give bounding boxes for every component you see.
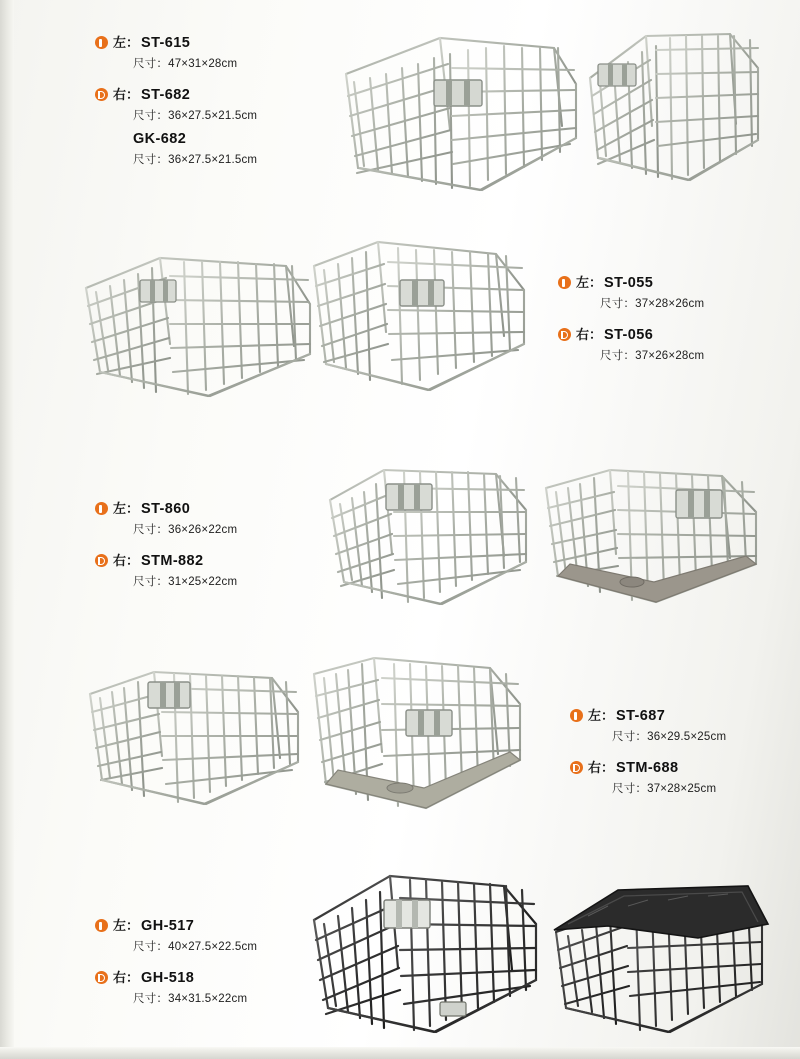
photo-basket-st-687: [80, 660, 306, 816]
side-label-right: 右：: [113, 970, 140, 985]
model-name: ST-615: [141, 35, 191, 51]
caption-row-st-055: [558, 272, 704, 291]
dimension-text: 尺寸：37×28×26cm: [600, 298, 705, 310]
caption-row-st-860: [95, 498, 237, 517]
caption-row-gh-518: [95, 967, 257, 986]
basket-bracket: [434, 80, 482, 106]
side-label-right: 右：: [113, 553, 140, 568]
basket-bracket: [400, 280, 444, 306]
dimension-text: 尺寸：47×31×28cm: [133, 58, 238, 70]
dimension-text: 尺寸：37×26×28cm: [600, 350, 705, 362]
caption-row-st-056: [558, 324, 704, 343]
bullet-right-icon: [570, 761, 583, 774]
basket-bracket: [386, 484, 432, 510]
page-edge-bottom: [0, 1047, 800, 1059]
dimension-text: 尺寸：34×31.5×22cm: [133, 993, 248, 1005]
basket-mount: [440, 1002, 466, 1016]
photo-basket-stm-688: [300, 648, 530, 823]
side-label-right: 右：: [588, 760, 615, 775]
model-name: ST-682: [141, 87, 191, 103]
basket-bracket: [148, 682, 190, 708]
photo-basket-gh-518: [548, 880, 772, 1040]
bullet-left-icon: [570, 709, 583, 722]
side-label-left: 左：: [113, 918, 140, 933]
dimension-text: 尺寸：37×28×25cm: [612, 783, 717, 795]
caption-row-st-682: [95, 84, 257, 103]
photo-basket-st-860: [318, 458, 540, 618]
side-label-left: 左：: [113, 501, 140, 516]
photo-basket-stm-882: [536, 458, 768, 618]
caption-row-st-687: [570, 705, 726, 724]
model-name: GH-518: [141, 970, 195, 986]
page-edge-left: [0, 0, 14, 1059]
bullet-right-icon: [95, 554, 108, 567]
model-name: ST-860: [141, 501, 191, 517]
basket-bracket: [676, 490, 722, 518]
caption-row-st-615: [95, 32, 257, 51]
dimension-text: 尺寸：31×25×22cm: [133, 576, 238, 588]
bullet-left-icon: [558, 276, 571, 289]
bullet-right-icon: [558, 328, 571, 341]
caption-group-2: [558, 272, 704, 363]
basket-bracket: [140, 280, 176, 302]
photo-basket-st-615: [330, 18, 590, 198]
photo-basket-gh-517: [300, 862, 548, 1042]
bullet-left-icon: [95, 36, 108, 49]
caption-group-1: [95, 32, 257, 167]
bullet-right-icon: [95, 88, 108, 101]
side-label-right: 右：: [113, 87, 140, 102]
dimension-text: 尺寸：36×27.5×21.5cm: [133, 110, 258, 122]
basket-bracket: [384, 900, 430, 928]
bullet-left-icon: [95, 919, 108, 932]
caption-row-stm-882: [95, 550, 237, 569]
model-name: STM-882: [141, 553, 204, 569]
basket-bracket: [406, 710, 452, 736]
basket-bracket: [598, 64, 636, 86]
model-name: ST-687: [616, 708, 666, 724]
photo-basket-st-056: [300, 232, 538, 402]
caption-group-4: [570, 705, 726, 796]
side-label-left: 左：: [113, 35, 140, 50]
caption-row-stm-688: [570, 757, 726, 776]
side-label-left: 左：: [588, 708, 615, 723]
photo-basket-st-682: [580, 20, 770, 192]
model-name: ST-055: [604, 275, 654, 291]
dimension-text: 尺寸：36×27.5×21.5cm: [133, 154, 258, 166]
caption-row-gh-517: [95, 915, 257, 934]
dimension-text: 尺寸：36×26×22cm: [133, 524, 238, 536]
model-name: STM-688: [616, 760, 679, 776]
side-label-right: 右：: [576, 327, 603, 342]
bullet-right-icon: [95, 971, 108, 984]
model-name: GH-517: [141, 918, 195, 934]
model-name: ST-056: [604, 327, 654, 343]
caption-group-3: [95, 498, 237, 589]
side-label-left: 左：: [576, 275, 603, 290]
bullet-left-icon: [95, 502, 108, 515]
dimension-text: 尺寸：40×27.5×22.5cm: [133, 941, 258, 953]
caption-group-5: [95, 915, 257, 1006]
dimension-text: 尺寸：36×29.5×25cm: [612, 731, 727, 743]
photo-basket-st-055: [78, 248, 318, 408]
model-name: GK-682: [133, 131, 187, 147]
